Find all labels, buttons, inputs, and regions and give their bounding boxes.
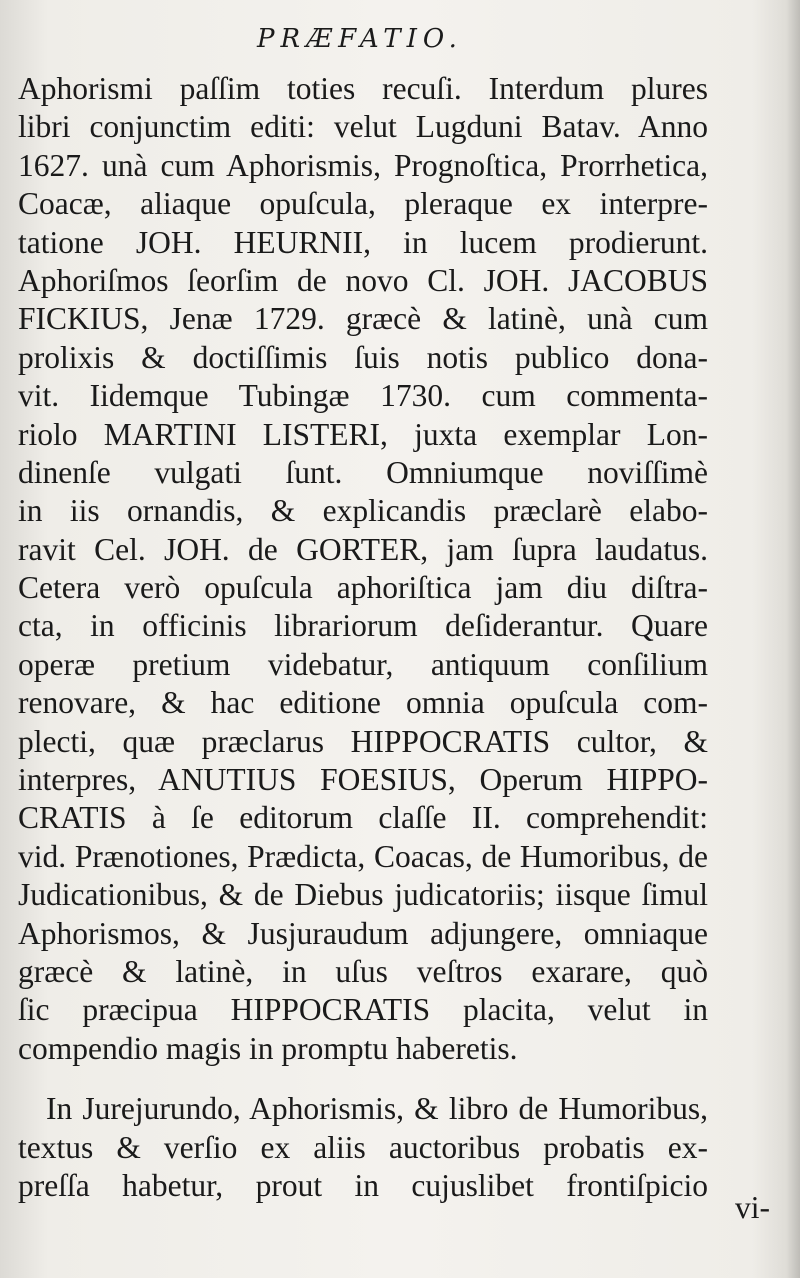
text-line: vit. Iidemque Tubingæ 1730. cum commenta-	[18, 378, 708, 414]
text-line: ravit Cel. JOH. de GORTER, jam ſupra laudatus.	[18, 531, 708, 567]
text-line: textus & verſio ex aliis auctoribus probatis ex-	[18, 1129, 708, 1165]
page-body	[18, 70, 708, 1205]
text-line: tatione JOH. HEURNII, in lucem prodierunt.	[18, 224, 708, 260]
catchword: vi-	[735, 1190, 770, 1225]
text-line: In Jurejurundo, Aphorismis, & libro de Humoribus,	[46, 1091, 708, 1127]
text-line: Coacæ, aliaque opuſcula, pleraque ex interpre-	[18, 186, 708, 222]
page-edge-shadow	[786, 0, 800, 1278]
text-line: interpres, ANUTIUS FOESIUS, Operum HIPPO-	[18, 762, 708, 798]
text-line: Judicationibus, & de Diebus judicatoriis; iisque ſimul	[18, 877, 708, 913]
text-line: preſſa habetur, prout in cujuslibet frontiſpicio	[18, 1167, 708, 1203]
text-line: operæ pretium videbatur, antiquum conſilium	[18, 646, 708, 682]
text-line: CRATIS à ſe editorum claſſe II. comprehendit:	[18, 800, 708, 836]
text-line: riolo MARTINI LISTERI, juxta exemplar Lon-	[18, 416, 708, 452]
text-line: ſic præcipua HIPPOCRATIS placita, velut in	[18, 992, 708, 1028]
text-line: prolixis & doctiſſimis ſuis notis publico dona-	[18, 339, 708, 375]
text-line: in iis ornandis, & explicandis præclarè elabo-	[18, 493, 708, 529]
text-line: Aphoriſmos ſeorſim de novo Cl. JOH. JACOBUS	[18, 262, 708, 298]
paragraph-2	[18, 1090, 708, 1205]
running-header: PRÆFATIO.	[257, 24, 463, 54]
text-line: plecti, quæ præclarus HIPPOCRATIS cultor, &	[18, 723, 708, 759]
text-line: cta, in officinis librariorum deſiderantur. Quare	[18, 608, 708, 644]
paragraph-1	[18, 70, 708, 1068]
text-line-last: compendio magis in promptu haberetis.	[18, 1030, 518, 1066]
text-line: Aphorismi paſſim toties recuſi. Interdum plures	[18, 71, 708, 106]
text-line: dinenſe vulgati ſunt. Omniumque noviſſimè	[18, 454, 708, 490]
text-line: libri conjunctim editi: velut Lugduni Batav. Anno	[18, 109, 708, 145]
text-line: Cetera verò opuſcula aphoriſtica jam diu diſtra-	[18, 570, 708, 606]
text-line: 1627. unà cum Aphorismis, Prognoſtica, Prorrhetica,	[18, 147, 708, 183]
text-line: renovare, & hac editione omnia opuſcula com-	[18, 685, 708, 721]
text-line: Aphorismos, & Jusjuraudum adjungere, omniaque	[18, 915, 708, 951]
text-line: FICKIUS, Jenæ 1729. græcè & latinè, unà cum	[18, 301, 708, 337]
paragraph-gap	[18, 1068, 708, 1090]
text-line: græcè & latinè, in uſus veſtros exarare, quò	[18, 953, 708, 989]
text-line: vid. Prænotiones, Prædicta, Coacas, de Humoribus, de	[18, 838, 708, 874]
